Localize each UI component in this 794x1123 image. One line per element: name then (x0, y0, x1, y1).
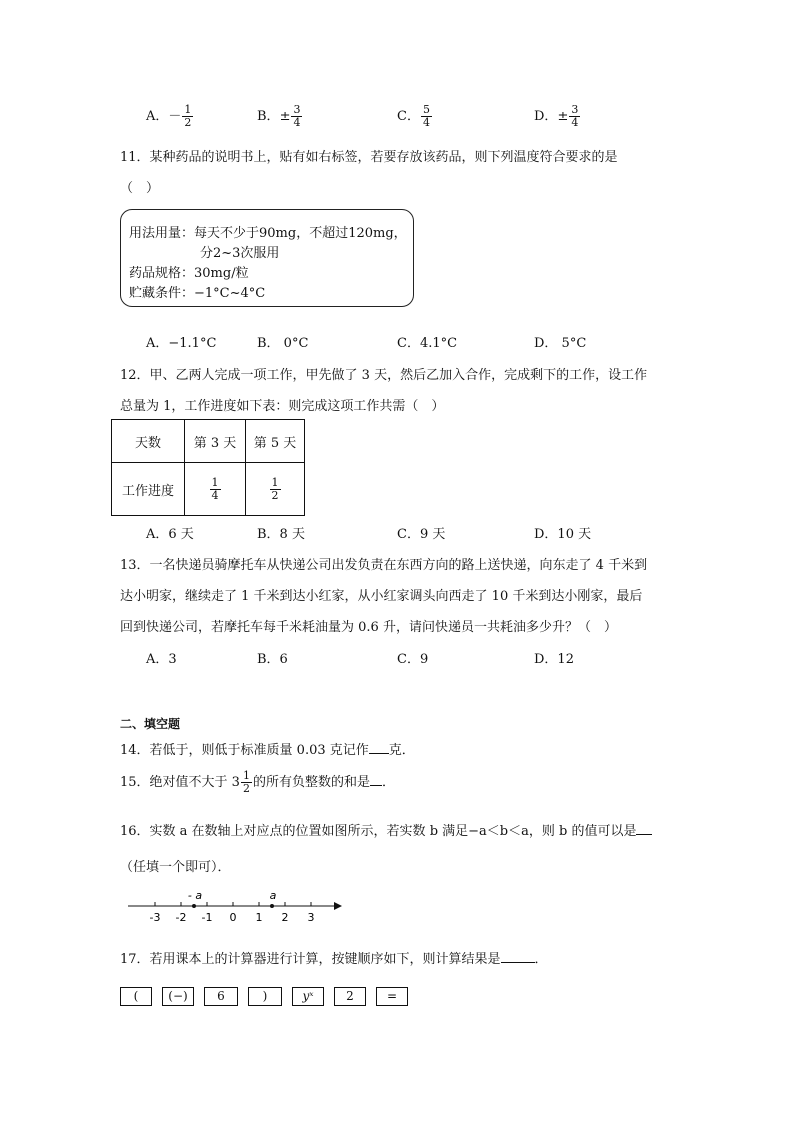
q15-stem: 15．绝对值不大于 3 $\frac{1}{2}$ 的所有负整数的和是 ． (120, 769, 395, 795)
answer-blank (501, 962, 535, 963)
table-row (112, 463, 305, 516)
fraction: $\frac{3}{4}$ (293, 103, 301, 129)
q13-stem-line3: 回到快递公司，若摩托车每千米耗油量为 0.6 升，请问快递员一共耗油多少升？（ ） (120, 620, 617, 635)
q12-option-b: B．8 天 (257, 527, 305, 542)
label-dosage: 用法用量：每天不少于90mg，不超过120mg， (129, 226, 407, 241)
number-line-tick-label: -2 (175, 911, 187, 924)
table-cell-day3-progress (185, 463, 246, 516)
q13-option-b: B．6 (257, 652, 288, 667)
number-line-ticks (150, 902, 315, 924)
q10-option-b: B．± $\frac{3}{4}$ (257, 103, 301, 129)
table-header-day3: 第 3 天 (185, 420, 246, 463)
medicine-label-card (120, 209, 414, 307)
calc-key-close-paren[interactable]: ) (248, 987, 282, 1006)
q11-option-a: A．−1.1°C (146, 336, 217, 351)
q11-option-b: B． 0°C (257, 336, 309, 351)
label-dosage-times: 分2~3次服用 (200, 246, 280, 261)
point-neg-a (192, 904, 196, 908)
calc-key-6[interactable]: 6 (204, 987, 238, 1006)
table-cell-day5-progress (246, 463, 305, 516)
q10-option-c: C． $\frac{5}{4}$ (397, 103, 430, 129)
number-line-tick-label: -1 (201, 911, 213, 924)
q13-stem-line2: 达小明家，继续走了 1 千米到达小红家，从小红家调头向西走了 10 千米到达小刚家，最后 (120, 589, 643, 604)
calc-key-equals[interactable]: = (376, 987, 408, 1006)
answer-blank (369, 753, 389, 754)
number-line (120, 884, 350, 926)
answer-blank (636, 834, 652, 835)
q10-option-d: D．± $\frac{3}{4}$ (534, 103, 579, 129)
q13-option-d: D．12 (534, 652, 574, 667)
q13-stem-line1: 13．一名快递员骑摩托车从快递公司出发负责在东西方向的路上送快递，向东走了 4 千米到 (120, 558, 648, 573)
q12-option-d: D．10 天 (534, 527, 592, 542)
number-line-tick-label: 2 (281, 911, 289, 924)
fraction: $\frac{1}{4}$ (211, 475, 219, 502)
q13-option-a: A．3 (146, 652, 177, 667)
number-line-tick-label: -3 (149, 911, 161, 924)
table-row (112, 420, 305, 463)
q13-option-c: C．9 (397, 652, 429, 667)
q12-stem-line2: 总量为 1，工作进度如下表：则完成这项工作共需（ ） (120, 399, 445, 414)
calc-key-open-paren[interactable]: ( (120, 987, 152, 1006)
arrow-right-icon (334, 902, 342, 910)
q12-option-c: C．9 天 (397, 527, 446, 542)
calc-key-negative[interactable]: (−) (162, 987, 194, 1006)
q16-stem-line1: 16．实数 a 在数轴上对应点的位置如图所示，若实数 b 满足−a＜b＜a，则 b 的值可以是 (120, 820, 652, 839)
label-storage: 贮藏条件：−1°C~4°C (129, 286, 266, 301)
calc-key-power[interactable]: yˣ (292, 987, 324, 1006)
label-spec: 药品规格：30mg/粒 (129, 266, 249, 281)
table-header-day5: 第 5 天 (246, 420, 305, 463)
point-a-label: a (269, 889, 277, 902)
work-progress-table (111, 419, 305, 516)
point-neg-a-label: - a (187, 889, 203, 902)
q16-stem-line2: （任填一个即可）． (120, 860, 231, 875)
fraction: $\frac{1}{2}$ (184, 103, 192, 129)
fraction: $\frac{5}{4}$ (422, 103, 430, 129)
fraction: $\frac{3}{4}$ (571, 103, 579, 129)
number-line-tick-label: 0 (229, 911, 237, 924)
answer-blank (370, 785, 382, 786)
fraction: $\frac{1}{2}$ (271, 475, 279, 502)
number-line-tick-label: 3 (307, 911, 315, 924)
q12-option-a: A．6 天 (146, 527, 194, 542)
calc-key-2[interactable]: 2 (334, 987, 366, 1006)
q10-option-a: A．－ $\frac{1}{2}$ (146, 103, 192, 129)
q11-option-c: C．4.1°C (397, 336, 458, 351)
q17-stem: 17．若用课本上的计算器进行计算，按键顺序如下，则计算结果是 ． (120, 952, 548, 967)
section-title-fill-in: 二、填空题 (120, 717, 181, 731)
q12-stem-line1: 12．甲、乙两人完成一项工作，甲先做了 3 天，然后乙加入合作，完成剩下的工作，设工作 (120, 368, 648, 383)
fraction: $\frac{1}{2}$ (242, 769, 250, 795)
q14-stem: 14．若低于，则低于标准质量 0.03 克记作 克． (120, 743, 415, 758)
q11-option-d: D． 5°C (534, 336, 587, 351)
q11-bracket: （ ） (120, 181, 160, 196)
q11-stem: 11．某种药品的说明书上，贴有如右标签，若要存放该药品，则下列温度符合要求的是 (120, 150, 618, 165)
table-header-days: 天数 (112, 420, 185, 463)
number-line-tick-label: 1 (255, 911, 263, 924)
point-a (270, 904, 274, 908)
table-row-label-progress: 工作进度 (112, 463, 185, 516)
